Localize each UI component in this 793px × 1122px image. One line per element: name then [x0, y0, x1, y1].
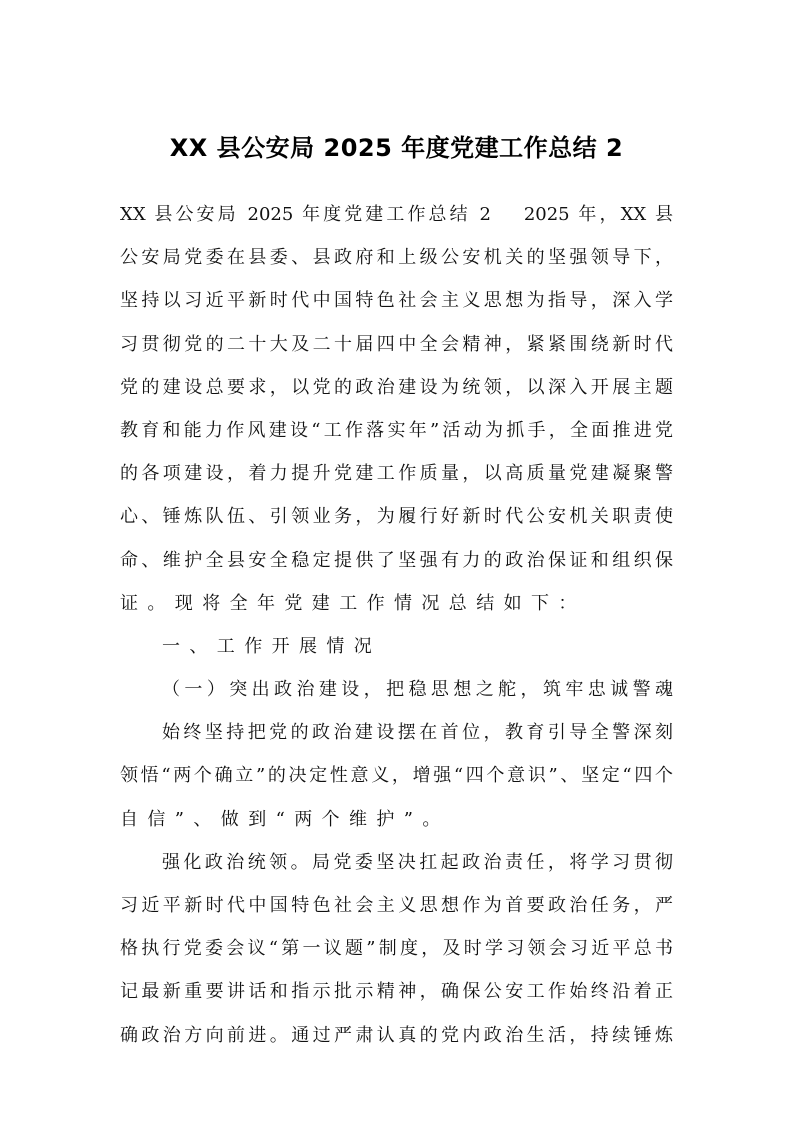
paragraph-line: （一）突出政治建设，把稳思想之舵，筑牢忠诚警魂: [162, 679, 673, 701]
paragraph-line: 心、锤炼队伍、引领业务，为履行好新时代公安机关职责使: [120, 506, 673, 528]
document-title: XX 县公安局 2025 年度党建工作总结 2: [169, 134, 624, 162]
paragraph-line: 证。现将全年党建工作情况总结如下：: [120, 592, 586, 614]
paragraph-line: 命、维护全县安全稳定提供了坚强有力的政治保证和组织保: [120, 549, 673, 571]
paragraph-line: 习近平新时代中国特色社会主义思想作为首要政治任务，严: [120, 895, 673, 916]
paragraph-line: XX 县公安局 2025 年度党建工作总结 2 2025 年，XX 县: [120, 204, 673, 225]
paragraph-line: 格执行党委会议“第一议题”制度，及时学习领会习近平总书: [120, 938, 673, 960]
paragraph-line: 教育和能力作风建设“工作落实年”活动为抓手，全面推进党: [120, 419, 673, 441]
paragraph-line: 自信”、做到“两个维护”。: [120, 808, 450, 830]
paragraph-line: 习贯彻党的二十大及二十届四中全会精神，紧紧围绕新时代: [120, 333, 673, 355]
paragraph-line: 始终坚持把党的政治建设摆在首位，教育引导全警深刻: [162, 722, 673, 744]
paragraph-line: 的各项建设，着力提升党建工作质量，以高质量党建凝聚警: [120, 463, 673, 485]
paragraph-line: 领悟“两个确立”的决定性意义，增强“四个意识”、坚定“四个: [120, 765, 673, 787]
paragraph-line: 强化政治统领。局党委坚决扛起政治责任，将学习贯彻: [162, 851, 673, 873]
paragraph-line: 党的建设总要求，以党的政治建设为统领，以深入开展主题: [120, 376, 673, 398]
paragraph-line: 记最新重要讲话和指示批示精神，确保公安工作始终沿着正: [120, 981, 673, 1003]
document-body: [120, 193, 673, 1057]
paragraph-line: 确政治方向前进。通过严肃认真的党内政治生活，持续锤炼: [120, 1024, 673, 1046]
paragraph-line: 一、工作开展情况: [162, 635, 382, 657]
paragraph-line: 公安局党委在县委、县政府和上级公安机关的坚强领导下，: [120, 247, 673, 269]
paragraph-line: 坚持以习近平新时代中国特色社会主义思想为指导，深入学: [120, 290, 673, 312]
